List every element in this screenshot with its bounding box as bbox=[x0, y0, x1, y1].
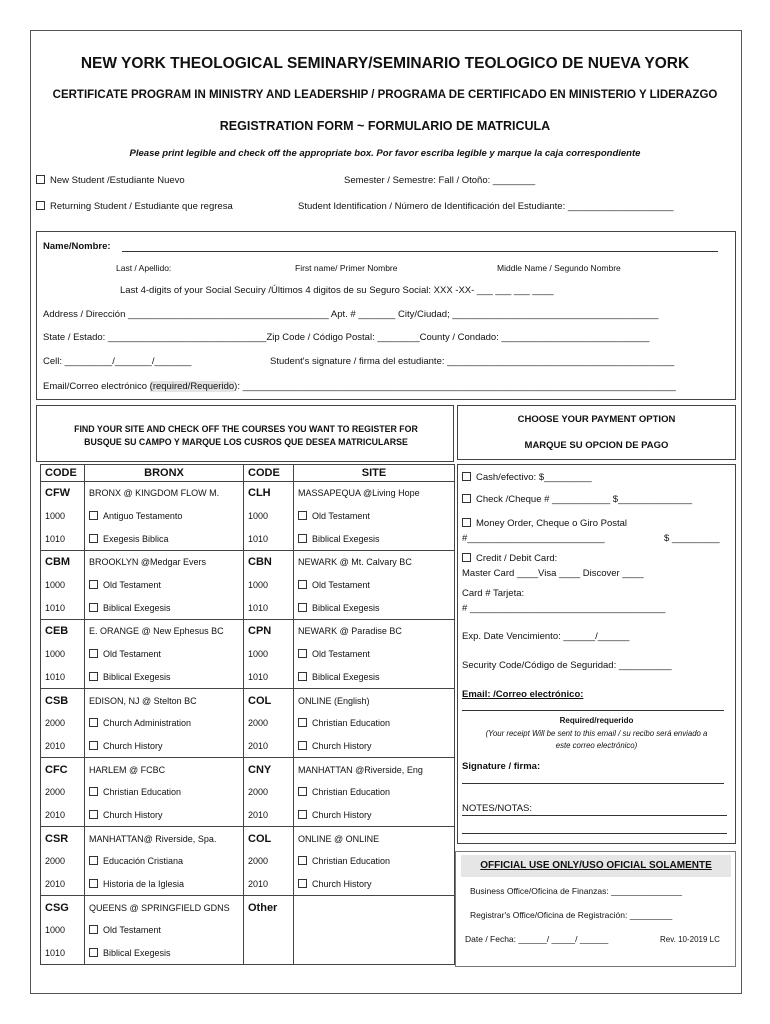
site-name: MANHATTAN @Riverside, Eng bbox=[294, 758, 455, 781]
site-name bbox=[294, 896, 455, 919]
business-office-field: Business Office/Oficina de Finanzas: _______________ bbox=[470, 886, 683, 896]
cell-field[interactable]: Cell: _________/_______/_______ bbox=[43, 356, 192, 367]
course-number bbox=[244, 942, 294, 965]
code-column-header: CODE bbox=[41, 465, 85, 482]
site-code: CLH bbox=[244, 482, 294, 505]
course-label: Biblical Exegesis bbox=[312, 602, 380, 613]
course-option[interactable] bbox=[294, 643, 455, 666]
site-name: HARLEM @ FCBC bbox=[85, 758, 244, 781]
course-option[interactable] bbox=[294, 873, 455, 896]
course-option[interactable] bbox=[85, 527, 244, 550]
course-row bbox=[41, 482, 455, 505]
course-label: Educación Cristiana bbox=[103, 856, 184, 867]
course-checkbox[interactable] bbox=[89, 787, 98, 796]
security-code-field[interactable]: Security Code/Código de Seguridad: __________ bbox=[462, 660, 672, 671]
course-checkbox[interactable] bbox=[298, 649, 307, 658]
course-row bbox=[41, 735, 455, 758]
course-checkbox[interactable] bbox=[89, 810, 98, 819]
check-option[interactable]: Check /Cheque # ___________ $______________ bbox=[462, 494, 692, 505]
course-option[interactable] bbox=[85, 666, 244, 689]
course-number: 1000 bbox=[41, 574, 85, 597]
course-checkbox[interactable] bbox=[298, 810, 307, 819]
site-code: COL bbox=[244, 689, 294, 712]
course-checkbox[interactable] bbox=[298, 672, 307, 681]
course-option[interactable] bbox=[294, 850, 455, 873]
site-code: CFW bbox=[41, 482, 85, 505]
course-number: 1010 bbox=[41, 596, 85, 619]
course-label: Church Administration bbox=[103, 718, 192, 729]
course-option[interactable] bbox=[85, 919, 244, 942]
course-label: Biblical Exegesis bbox=[312, 671, 380, 682]
course-option[interactable] bbox=[85, 505, 244, 528]
course-checkbox[interactable] bbox=[89, 603, 98, 612]
course-label: Exegesis Biblica bbox=[103, 533, 169, 544]
course-checkbox[interactable] bbox=[89, 856, 98, 865]
course-row bbox=[41, 643, 455, 666]
course-checkbox[interactable] bbox=[89, 580, 98, 589]
course-option[interactable] bbox=[85, 735, 244, 758]
course-row bbox=[41, 666, 455, 689]
course-row bbox=[41, 942, 455, 965]
course-label: Old Testament bbox=[312, 580, 370, 591]
course-option[interactable] bbox=[85, 712, 244, 735]
course-option[interactable] bbox=[85, 596, 244, 619]
student-id-field[interactable]: Student Identification / Número de Identificación del Estudiante: ____________________ bbox=[298, 201, 674, 212]
instructions: Please print legible and check off the appropriate box. Por favor escriba legible y marque la caja correspondiente bbox=[129, 148, 641, 159]
course-checkbox[interactable] bbox=[89, 534, 98, 543]
course-option[interactable] bbox=[294, 596, 455, 619]
course-number: 2010 bbox=[41, 873, 85, 896]
course-row bbox=[41, 574, 455, 597]
card-number-label: Card # Tarjeta: bbox=[462, 588, 525, 599]
course-option[interactable] bbox=[85, 804, 244, 827]
course-checkbox[interactable] bbox=[298, 603, 307, 612]
payment-email-field[interactable] bbox=[462, 710, 724, 711]
first-name-label: First name/ Primer Nombre bbox=[295, 263, 398, 273]
course-checkbox[interactable] bbox=[298, 580, 307, 589]
site-name: ONLINE @ ONLINE bbox=[294, 827, 455, 850]
course-checkbox[interactable] bbox=[89, 511, 98, 520]
site-column-header: SITE bbox=[294, 465, 455, 482]
card-number-field[interactable]: # _____________________________________ bbox=[462, 603, 666, 614]
courses-table-header bbox=[41, 465, 455, 482]
site-code: CFC bbox=[41, 758, 85, 781]
credit-card-checkbox[interactable] bbox=[462, 553, 471, 562]
course-option bbox=[294, 919, 455, 942]
course-row bbox=[41, 919, 455, 942]
course-number: 1010 bbox=[244, 527, 294, 550]
cash-checkbox[interactable] bbox=[462, 472, 471, 481]
course-label: Biblical Exegesis bbox=[312, 533, 380, 544]
course-row bbox=[41, 596, 455, 619]
site-name: E. ORANGE @ New Ephesus BC bbox=[85, 620, 244, 643]
course-number: 2010 bbox=[244, 735, 294, 758]
course-number: 2000 bbox=[41, 712, 85, 735]
course-option[interactable] bbox=[85, 574, 244, 597]
bronx-column-header: BRONX bbox=[85, 465, 244, 482]
course-checkbox[interactable] bbox=[89, 672, 98, 681]
receipt-note-1: (Your receipt Will be sent to this email / su recibo será enviado a bbox=[485, 729, 708, 738]
address-field[interactable]: Address / Dirección ______________________________________ Apt. # _______ City/Ciudad; _______________________________________ bbox=[43, 309, 659, 320]
course-label: Church History bbox=[312, 809, 372, 820]
course-checkbox[interactable] bbox=[298, 511, 307, 520]
code2-column-header: CODE bbox=[244, 465, 294, 482]
site-name: ONLINE (English) bbox=[294, 689, 455, 712]
new-student-checkbox[interactable] bbox=[36, 175, 45, 184]
course-label: Church History bbox=[103, 740, 163, 751]
course-label: Old Testament bbox=[103, 580, 161, 591]
course-number: 2000 bbox=[41, 850, 85, 873]
course-option[interactable] bbox=[294, 804, 455, 827]
course-number: 1010 bbox=[41, 527, 85, 550]
course-checkbox[interactable] bbox=[298, 856, 307, 865]
name-field[interactable] bbox=[122, 251, 718, 252]
seminary-title: NEW YORK THEOLOGICAL SEMINARY/SEMINARIO TEOLOGICO DE NUEVA YORK bbox=[80, 55, 690, 72]
receipt-note-2: este correo electrónico) bbox=[555, 741, 638, 750]
site-name: MANHATTAN@ Riverside, Spa. bbox=[85, 827, 244, 850]
course-checkbox[interactable] bbox=[89, 718, 98, 727]
course-number: 1000 bbox=[41, 643, 85, 666]
money-order-option[interactable]: Money Order, Cheque o Giro Postal bbox=[462, 518, 627, 529]
course-number bbox=[244, 919, 294, 942]
site-code: CBN bbox=[244, 551, 294, 574]
course-checkbox[interactable] bbox=[89, 948, 98, 957]
course-option[interactable] bbox=[85, 850, 244, 873]
course-checkbox[interactable] bbox=[89, 925, 98, 934]
course-row bbox=[41, 804, 455, 827]
course-label: Old Testament bbox=[312, 510, 370, 521]
course-label: Church History bbox=[312, 878, 372, 889]
course-number: 1000 bbox=[41, 505, 85, 528]
site-name: NEWARK @ Mt. Calvary BC bbox=[294, 551, 455, 574]
registrar-office-field: Registrar's Office/Oficina de Registración: _________ bbox=[470, 910, 673, 920]
payment-title-en: CHOOSE YOUR PAYMENT OPTION bbox=[517, 414, 676, 425]
course-checkbox[interactable] bbox=[89, 649, 98, 658]
course-label: Old Testament bbox=[103, 649, 161, 660]
course-label: Christian Education bbox=[312, 718, 391, 729]
email-required-note: Required/requerido bbox=[559, 716, 634, 725]
form-title: REGISTRATION FORM ~ FORMULARIO DE MATRICULA bbox=[219, 119, 551, 133]
course-number: 1010 bbox=[244, 666, 294, 689]
course-label: Church History bbox=[312, 740, 372, 751]
payment-signature-label: Signature / firma: bbox=[462, 761, 541, 772]
site-code: COL bbox=[244, 827, 294, 850]
site-code: CSR bbox=[41, 827, 85, 850]
returning-student-option[interactable]: Returning Student / Estudiante que regresa bbox=[36, 201, 233, 212]
credit-card-option[interactable]: Credit / Debit Card: bbox=[462, 553, 557, 564]
course-checkbox[interactable] bbox=[298, 787, 307, 796]
course-checkbox[interactable] bbox=[298, 534, 307, 543]
course-option[interactable] bbox=[85, 781, 244, 804]
course-option[interactable] bbox=[294, 574, 455, 597]
course-option[interactable] bbox=[85, 873, 244, 896]
notes-field[interactable] bbox=[462, 815, 727, 816]
course-option[interactable] bbox=[294, 781, 455, 804]
payment-signature-field[interactable] bbox=[462, 783, 724, 784]
course-number: 1000 bbox=[41, 919, 85, 942]
course-row bbox=[41, 781, 455, 804]
course-row bbox=[41, 689, 455, 712]
course-number: 2010 bbox=[244, 804, 294, 827]
course-row bbox=[41, 827, 455, 850]
course-checkbox[interactable] bbox=[89, 879, 98, 888]
course-row bbox=[41, 712, 455, 735]
course-option[interactable] bbox=[85, 643, 244, 666]
course-checkbox[interactable] bbox=[298, 879, 307, 888]
site-name: NEWARK @ Paradise BC bbox=[294, 620, 455, 643]
official-use-title: OFFICIAL USE ONLY/USO OFICIAL SOLAMENTE bbox=[480, 860, 712, 871]
course-number: 1010 bbox=[41, 666, 85, 689]
course-number: 2010 bbox=[41, 804, 85, 827]
cash-option[interactable]: Cash/efectivo: $_________ bbox=[462, 472, 592, 483]
program-title: CERTIFICATE PROGRAM IN MINISTRY AND LEADERSHIP / PROGRAMA DE CERTIFICADO EN MINISTERIO Y LIDERAZGO bbox=[52, 89, 718, 101]
course-option[interactable] bbox=[294, 712, 455, 735]
course-option[interactable] bbox=[294, 666, 455, 689]
course-label: Church History bbox=[103, 809, 163, 820]
course-label: Christian Education bbox=[312, 787, 391, 798]
course-number: 2010 bbox=[244, 873, 294, 896]
site-code: CSG bbox=[41, 896, 85, 919]
site-code: CSB bbox=[41, 689, 85, 712]
course-label: Biblical Exegesis bbox=[103, 602, 171, 613]
course-number: 2000 bbox=[244, 712, 294, 735]
course-label: Old Testament bbox=[103, 925, 161, 936]
exp-date-field[interactable]: Exp. Date Vencimiento: ______/______ bbox=[462, 631, 630, 642]
course-number: 2000 bbox=[244, 850, 294, 873]
check-checkbox[interactable] bbox=[462, 494, 471, 503]
courses-table bbox=[40, 464, 455, 965]
course-option[interactable] bbox=[294, 505, 455, 528]
official-date-field: Date / Fecha: ______/ _____/ ______ bbox=[465, 934, 609, 944]
course-option[interactable] bbox=[294, 527, 455, 550]
course-row bbox=[41, 527, 455, 550]
site-code: CPN bbox=[244, 620, 294, 643]
course-option[interactable] bbox=[85, 942, 244, 965]
course-row bbox=[41, 620, 455, 643]
course-checkbox[interactable] bbox=[298, 741, 307, 750]
courses-instruction-es: BUSQUE SU CAMPO Y MARQUE LOS CUSROS QUE DESEA MATRICULARSE bbox=[84, 437, 408, 447]
site-code: CBM bbox=[41, 551, 85, 574]
course-row bbox=[41, 505, 455, 528]
money-order-checkbox[interactable] bbox=[462, 518, 471, 527]
course-number: 1000 bbox=[244, 505, 294, 528]
site-name: BRONX @ KINGDOM FLOW M. bbox=[85, 482, 244, 505]
course-label: Historia de la Iglesia bbox=[103, 878, 185, 889]
site-code: CEB bbox=[41, 620, 85, 643]
course-row bbox=[41, 551, 455, 574]
course-checkbox[interactable] bbox=[298, 718, 307, 727]
name-label: Name/Nombre: bbox=[43, 241, 111, 252]
site-name: EDISON, NJ @ Stelton BC bbox=[85, 689, 244, 712]
notes-label: NOTES/NOTAS: bbox=[462, 803, 533, 814]
state-zip-county-field[interactable]: State / Estado: ______________________________Zip Code / Código Postal: ________County / Condado: ____________________________ bbox=[43, 332, 650, 343]
new-student-option[interactable]: New Student /Estudiante Nuevo bbox=[36, 175, 185, 186]
course-row bbox=[41, 758, 455, 781]
course-number: 2000 bbox=[41, 781, 85, 804]
course-number: 1010 bbox=[41, 942, 85, 965]
course-number: 1000 bbox=[244, 574, 294, 597]
payment-email-label: Email: /Correo electrónico: bbox=[462, 689, 584, 700]
money-order-amount-field[interactable]: $ _________ bbox=[664, 533, 720, 544]
course-label: Biblical Exegesis bbox=[103, 948, 171, 959]
card-type-field[interactable]: Master Card ____Visa ____ Discover ____ bbox=[462, 568, 644, 579]
site-code: CNY bbox=[244, 758, 294, 781]
site-code: Other bbox=[244, 896, 294, 919]
course-number: 1010 bbox=[244, 596, 294, 619]
payment-title-es: MARQUE SU OPCION DE PAGO bbox=[524, 440, 669, 451]
middle-name-label: Middle Name / Segundo Nombre bbox=[497, 263, 621, 273]
course-label: Biblical Exegesis bbox=[103, 671, 171, 682]
course-number: 2010 bbox=[41, 735, 85, 758]
course-row bbox=[41, 896, 455, 919]
revision-label: Rev. 10-2019 LC bbox=[660, 935, 720, 944]
returning-student-checkbox[interactable] bbox=[36, 201, 45, 210]
course-checkbox[interactable] bbox=[89, 741, 98, 750]
course-row bbox=[41, 850, 455, 873]
money-order-number-field[interactable]: #__________________________ bbox=[462, 533, 605, 544]
course-option bbox=[294, 942, 455, 965]
ssn-field[interactable]: Last 4-digits of your Social Secuiry /Últimos 4 digitos de su Seguro Social: XXX -XX- ___ ___ ___ ____ bbox=[120, 285, 554, 296]
email-field[interactable]: Email/Correo electrónico (required/Requerido): __________________________________________________________________________________ bbox=[43, 381, 676, 392]
course-number: 2000 bbox=[244, 781, 294, 804]
notes-field-2[interactable] bbox=[462, 833, 727, 834]
course-label: Christian Education bbox=[312, 856, 391, 867]
site-name: QUEENS @ SPRINGFIELD GDNS bbox=[85, 896, 244, 919]
student-signature-field[interactable]: Student's signature / firma del estudiante: ___________________________________________ bbox=[270, 356, 675, 367]
site-name: MASSAPEQUA @Living Hope bbox=[294, 482, 455, 505]
site-name: BROOKLYN @Medgar Evers bbox=[85, 551, 244, 574]
course-label: Christian Education bbox=[103, 787, 182, 798]
semester-field[interactable]: Semester / Semestre: Fall / Otoño: ________ bbox=[344, 175, 536, 186]
courses-instruction-en: FIND YOUR SITE AND CHECK OFF THE COURSES YOU WANT TO REGISTER FOR bbox=[74, 424, 418, 434]
course-number: 1000 bbox=[244, 643, 294, 666]
course-label: Old Testament bbox=[312, 649, 370, 660]
course-option[interactable] bbox=[294, 735, 455, 758]
course-row bbox=[41, 873, 455, 896]
last-name-label: Last / Apellido: bbox=[116, 263, 172, 273]
course-label: Antiguo Testamento bbox=[103, 510, 183, 521]
